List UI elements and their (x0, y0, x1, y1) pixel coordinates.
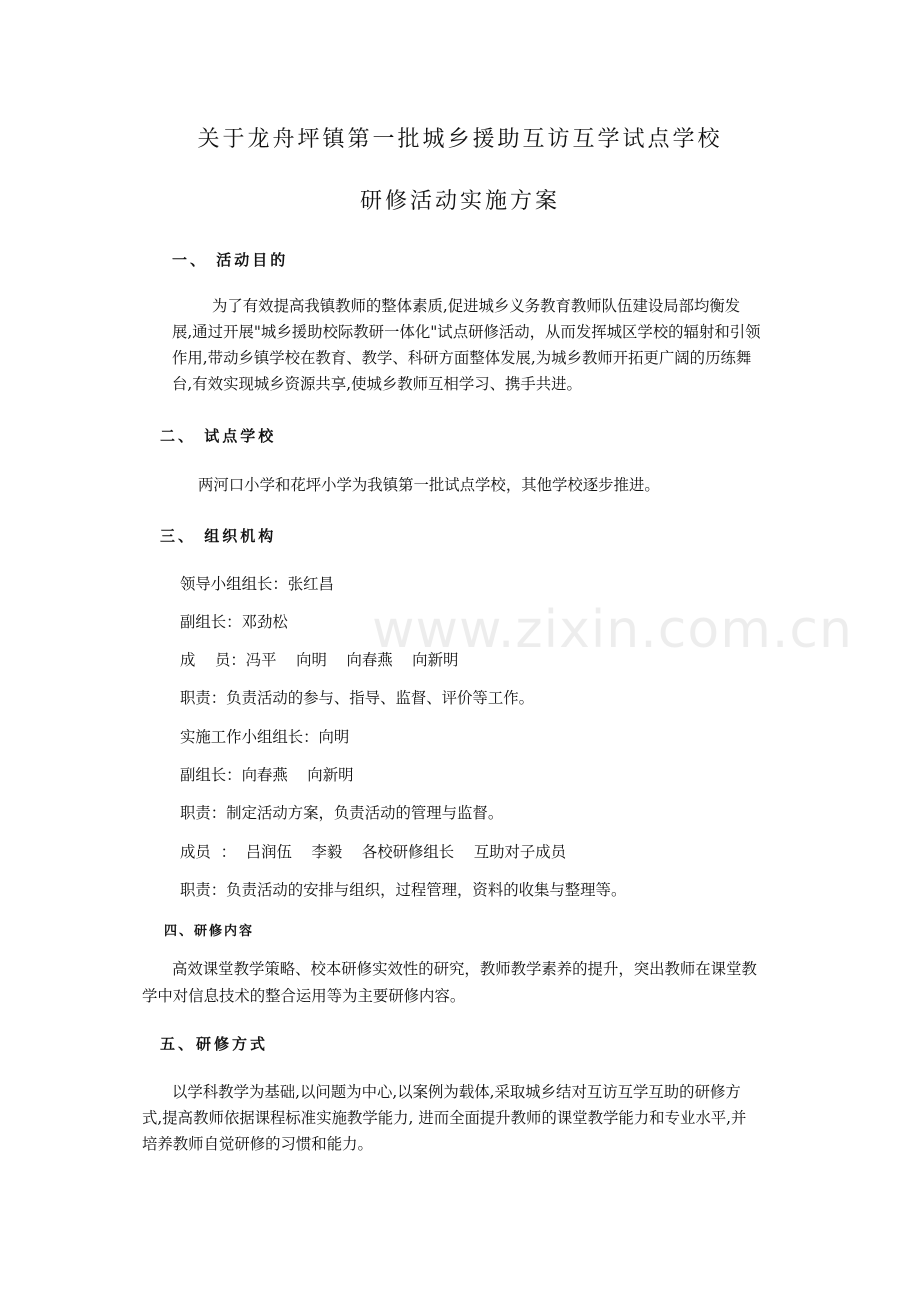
org-line-3: 成 员：冯平 向明 向春燕 向新明 (180, 651, 459, 669)
watermark: www.zixin.com.cn (372, 600, 853, 660)
org-line-8: 成员 ： 吕润伍 李毅 各校研修组长 互助对子成员 (180, 843, 567, 861)
section-5-line-1: 以学科教学为基础,以问题为中心,以案例为载体,采取城乡结对互访互学互助的研修方 (172, 1083, 741, 1101)
org-line-1: 领导小组组长：张红昌 (180, 575, 334, 593)
section-4-line-1: 高效课堂教学策略、校本研修实效性的研究，教师教学素养的提升，突出教师在课堂教 (172, 960, 757, 978)
section-1-heading: 一、 活动目的 (172, 251, 289, 269)
org-line-5: 实施工作小组组长：向明 (180, 728, 350, 746)
section-4-line-2: 学中对信息技术的整合运用等为主要研修内容。 (142, 987, 466, 1005)
org-line-4: 职责：负责活动的参与、指导、监督、评价等工作。 (180, 689, 534, 707)
org-line-6: 副组长：向春燕 向新明 (180, 766, 354, 784)
section-1-line-4: 台,有效实现城乡资源共享,使城乡教师互相学习、携手共进。 (172, 375, 582, 393)
section-3-heading: 三、 组织机构 (160, 527, 277, 545)
section-1-line-1: 为了有效提高我镇教师的整体素质,促进城乡义务教育教师队伍建设局部均衡发 (212, 297, 741, 315)
section-5-heading: 五、研修方式 (160, 1035, 269, 1053)
section-2-text: 两河口小学和花坪小学为我镇第一批试点学校，其他学校逐步推进。 (198, 476, 660, 494)
section-1-line-2: 展,通过开展"城乡援助校际教研一体化"试点研修活动，从而发挥城区学校的辐射和引领 (172, 323, 761, 341)
document-title-line-1: 关于龙舟坪镇第一批城乡援助互访互学试点学校 (197, 127, 723, 152)
section-5-line-3: 培养教师自觉研修的习惯和能力。 (142, 1135, 373, 1153)
document-title-line-2: 研修活动实施方案 (359, 189, 560, 214)
org-line-7: 职责：制定活动方案，负责活动的管理与监督。 (180, 804, 504, 822)
org-line-2: 副组长：邓劲松 (180, 613, 288, 631)
section-1-line-3: 作用,带动乡镇学校在教育、教学、科研方面整体发展,为城乡教师开拓更广阔的历练舞 (172, 349, 752, 367)
section-5-line-2: 式,提高教师依据课程标准实施教学能力, 进而全面提升教师的课堂教学能力和专业水平,并 (142, 1109, 747, 1127)
org-line-9: 职责：负责活动的安排与组织，过程管理，资料的收集与整理等。 (180, 881, 627, 899)
section-2-heading: 二、 试点学校 (160, 427, 277, 445)
section-4-heading: 四、研修内容 (164, 924, 255, 939)
